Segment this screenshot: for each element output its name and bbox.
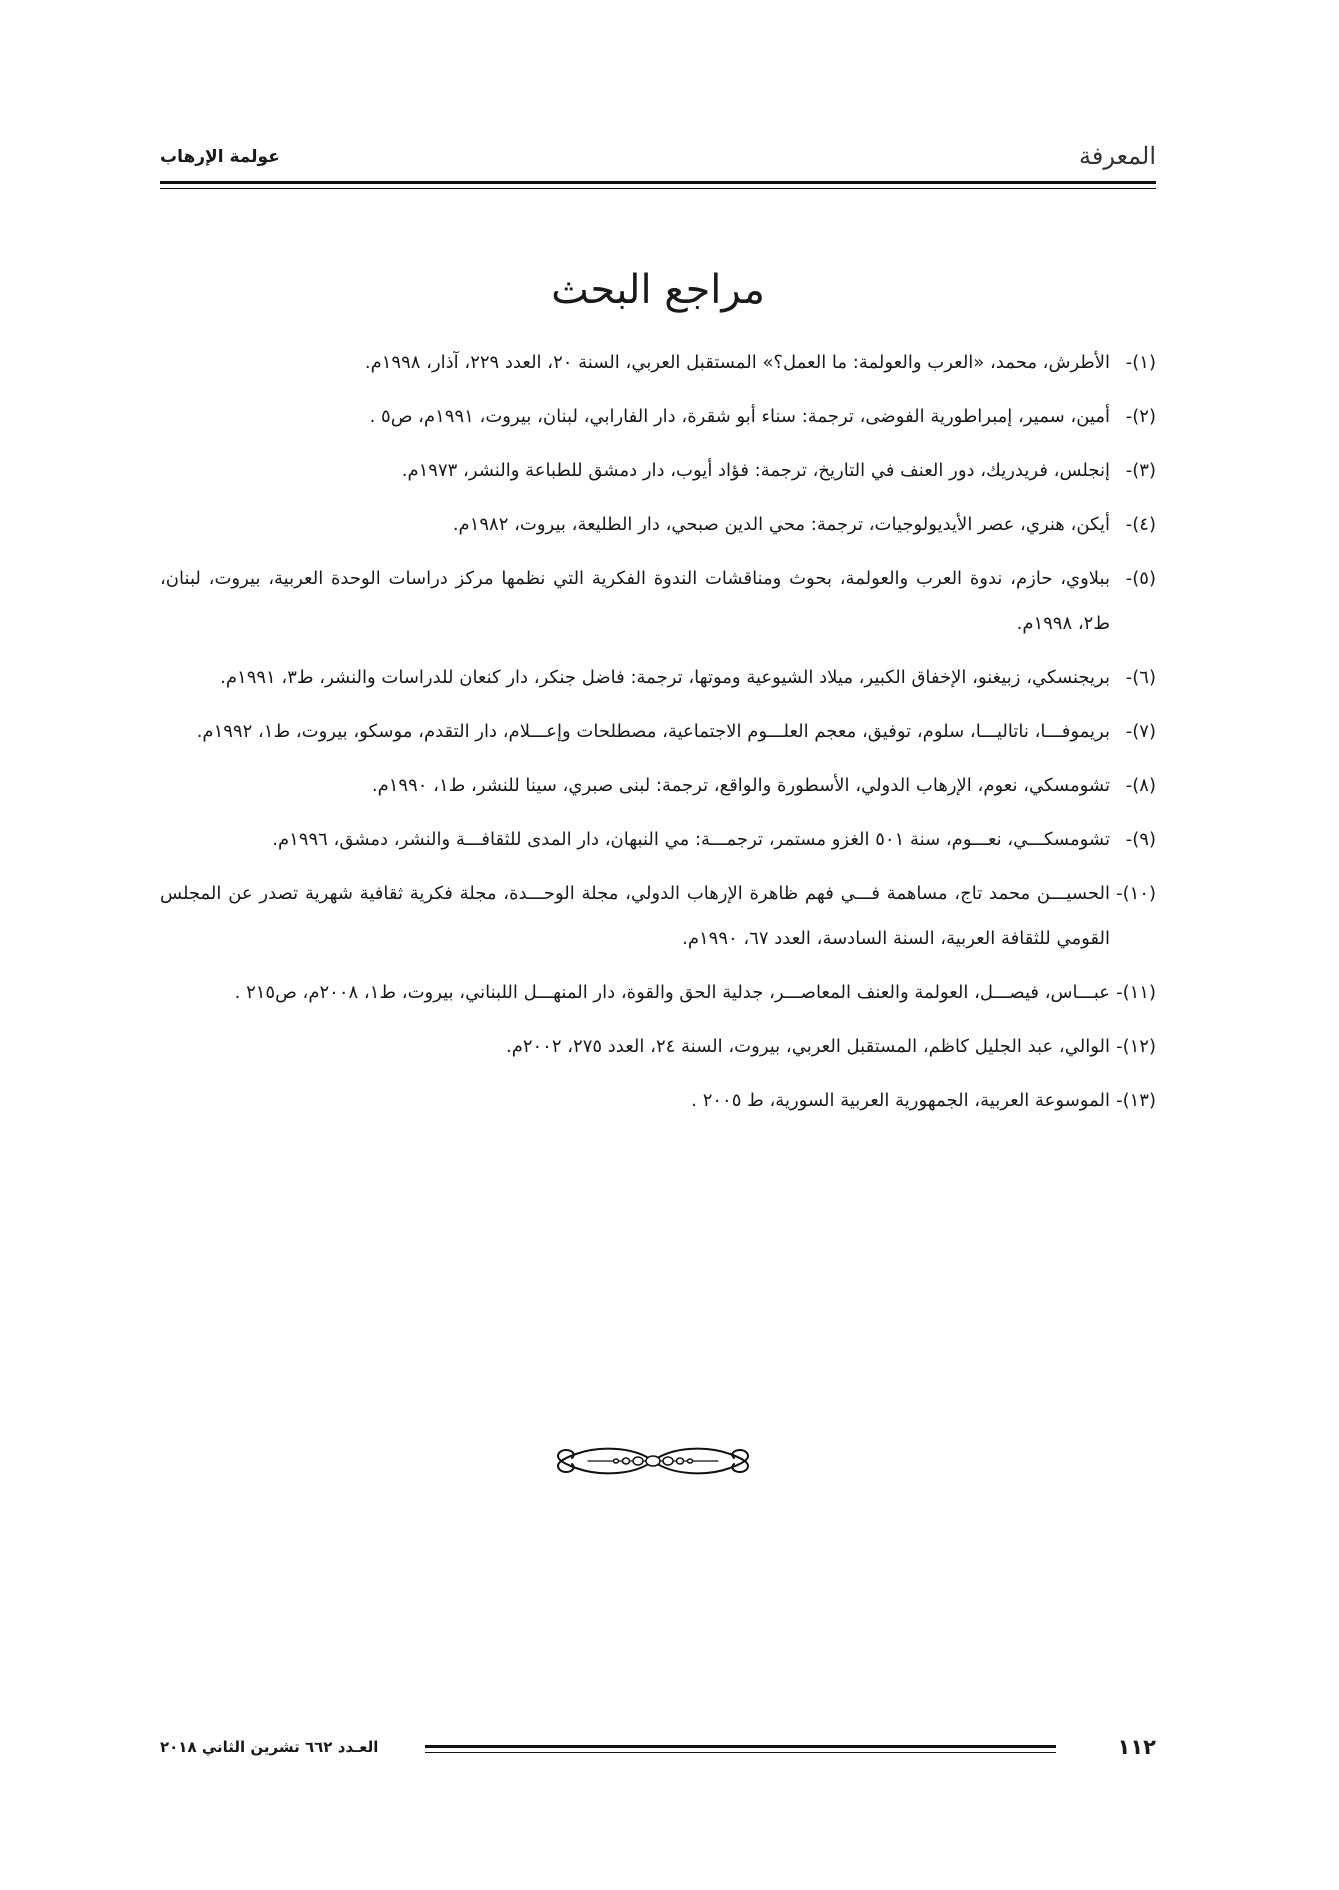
reference-text: ببلاوي، حازم، ندوة العرب والعولمة، بحوث ومناقشات الندوة الفكرية التي نظمها مركز دراسات الوحدة العربية، بيروت، لبنان، ط٢، ١٩٩٨م. bbox=[160, 568, 1110, 634]
reference-number: (٧)- bbox=[1125, 721, 1156, 742]
reference-text: بريجنسكي، زبيغنو، الإخفاق الكبير، ميلاد الشيوعية وموتها، ترجمة: فاضل جنكر، دار كنعان للدراسات والنشر، ط٣، ١٩٩١م. bbox=[220, 667, 1110, 688]
reference-number: (١١)- bbox=[1116, 982, 1156, 1003]
reference-number: (٣)- bbox=[1125, 460, 1156, 481]
reference-text: عبـــاس، فيصـــل، العولمة والعنف المعاصـــر، جدلية الحق والقوة، دار المنهـــل اللبناني، بيروت، ط١، ٢٠٠٨م، ص٢١٥ . bbox=[234, 982, 1110, 1003]
journal-logo bbox=[1079, 142, 1156, 170]
reference-item bbox=[160, 502, 1156, 547]
reference-text: الحسيـــن محمد تاج، مساهمة فـــي فهم ظاهرة الإرهاب الدولي، مجلة الوحـــدة، مجلة فكرية ثقافية شهرية تصدر عن المجلس القومي للثقافة العربية، السنة السادسة، العدد ٦٧، ١٩٩٠م. bbox=[160, 883, 1110, 949]
reference-number: (٩)- bbox=[1125, 829, 1156, 850]
reference-item bbox=[160, 763, 1156, 808]
reference-text: تشومسكـــي، نعـــوم، سنة ٥٠١ الغزو مستمر، ترجمـــة: مي النبهان، دار المدى للثقافـــة والنشر، دمشق، ١٩٩٦م. bbox=[272, 829, 1110, 850]
page-number: ١١٢ bbox=[1117, 1735, 1156, 1759]
reference-number: (٨)- bbox=[1125, 775, 1156, 796]
reference-text: الوالي، عبد الجليل كاظم، المستقبل العربي، بيروت، السنة ٢٤، العدد ٢٧٥، ٢٠٠٢م. bbox=[505, 1036, 1110, 1057]
reference-text: الأطرش، محمد، «العرب والعولمة: ما العمل؟» المستقبل العربي، السنة ٢٠، العدد ٢٢٩، آذار، ١٩٩٨م. bbox=[364, 352, 1110, 373]
running-title: عولمة الإرهاب bbox=[160, 147, 280, 167]
reference-item bbox=[160, 1078, 1156, 1123]
reference-text: إنجلس، فريدريك، دور العنف في التاريخ، ترجمة: فؤاد أيوب، دار دمشق للطباعة والنشر، ١٩٧٣م. bbox=[401, 460, 1110, 481]
reference-item bbox=[160, 970, 1156, 1015]
reference-number: (١٣)- bbox=[1116, 1090, 1156, 1111]
reference-text: أيكن، هنري، عصر الأيديولوجيات، ترجمة: محي الدين صبحي، دار الطليعة، بيروت، ١٩٨٢م. bbox=[452, 514, 1110, 535]
reference-number: (٤)- bbox=[1125, 514, 1156, 535]
reference-text: بريموفـــا، ناتاليـــا، سلوم، توفيق، معجم العلـــوم الاجتماعية، مصطلحات وإعـــلام، دار التقدم، موسكو، بيروت، ط١، ١٩٩٢م. bbox=[196, 721, 1110, 742]
page-footer bbox=[160, 1735, 1156, 1765]
reference-number: (١)- bbox=[1125, 352, 1156, 373]
reference-item bbox=[160, 655, 1156, 700]
reference-item bbox=[160, 394, 1156, 439]
reference-item bbox=[160, 709, 1156, 754]
reference-number: (١٢)- bbox=[1116, 1036, 1156, 1057]
ornament-icon bbox=[548, 1440, 758, 1482]
reference-item bbox=[160, 871, 1156, 961]
references-list bbox=[160, 340, 1156, 1132]
reference-number: (١٠)- bbox=[1116, 883, 1156, 904]
reference-text: تشومسكي، نعوم، الإرهاب الدولي، الأسطورة والواقع، ترجمة: لبنى صبري، سينا للنشر، ط١، ١٩٩٠م. bbox=[371, 775, 1110, 796]
reference-item bbox=[160, 340, 1156, 385]
journal-logo-text: المعرفة bbox=[1078, 142, 1156, 170]
reference-number: (٥)- bbox=[1125, 568, 1156, 589]
reference-number: (٦)- bbox=[1125, 667, 1156, 688]
reference-text: الموسوعة العربية، الجمهورية العربية السورية، ط ٢٠٠٥ . bbox=[691, 1090, 1110, 1111]
footer-rule-thin bbox=[425, 1752, 1056, 1753]
reference-item bbox=[160, 817, 1156, 862]
ornament-svg bbox=[548, 1440, 758, 1482]
reference-item bbox=[160, 448, 1156, 493]
header-rule-thin bbox=[160, 188, 1156, 189]
reference-text: أمين، سمير، إمبراطورية الفوضى، ترجمة: سناء أبو شقرة، دار الفارابي، لبنان، بيروت، ١٩٩١م، ص٥ . bbox=[369, 406, 1110, 427]
issue-info: العـدد ٦٦٢ تشرين الثاني ٢٠١٨ bbox=[160, 1738, 379, 1756]
page-header bbox=[160, 138, 1156, 190]
header-rule bbox=[160, 181, 1156, 184]
page-title: مراجع البحث bbox=[551, 266, 765, 313]
reference-number: (٢)- bbox=[1125, 406, 1156, 427]
reference-item bbox=[160, 556, 1156, 646]
reference-item bbox=[160, 1024, 1156, 1069]
footer-rule bbox=[425, 1745, 1056, 1748]
